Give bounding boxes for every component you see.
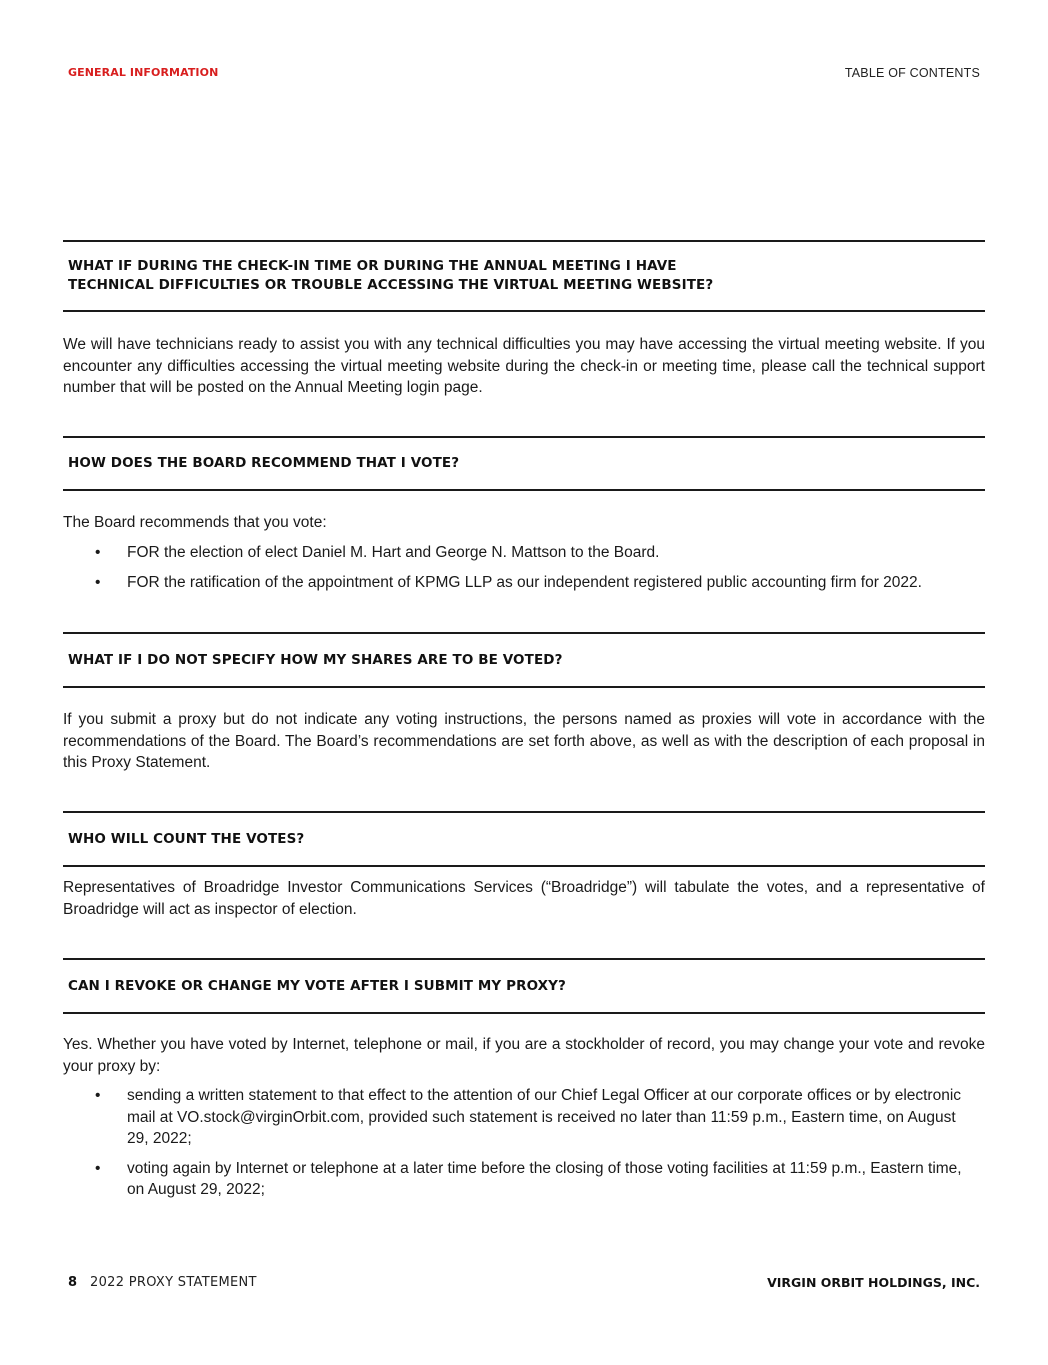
faq-unspecified-shares [63, 632, 985, 774]
list-item [63, 572, 985, 594]
list-item-text: FOR the ratification of the appointment of KPMG LLP as our independent registered public accounting firm for 2022. [127, 573, 922, 591]
page-number: 8 [68, 1275, 78, 1290]
table-of-contents-link[interactable]: TABLE OF CONTENTS [844, 66, 980, 80]
question-header [63, 632, 985, 688]
faq-revoke-vote [63, 958, 985, 1201]
bullet-icon: • [95, 573, 101, 591]
recommendation-list [63, 542, 985, 594]
answer-text: Representatives of Broadridge Investor Communications Services (“Broadridge”) will tabulate the votes, and a representative of Broadridge will act as inspector of election. [63, 879, 985, 918]
question-line-1: WHAT IF DURING THE CHECK-IN TIME OR DURING THE ANNUAL MEETING I HAVE [68, 258, 677, 274]
question-text [68, 257, 713, 295]
question-header [63, 811, 985, 867]
company-name: VIRGIN ORBIT HOLDINGS, INC. [767, 1275, 980, 1290]
faq-board-recommendation [63, 436, 985, 593]
question-text: HOW DOES THE BOARD RECOMMEND THAT I VOTE? [68, 455, 460, 471]
answer-text: The Board recommends that you vote: [63, 514, 327, 531]
faq-technical-difficulties [63, 240, 985, 399]
document-title: 2022 PROXY STATEMENT [90, 1275, 257, 1290]
question-text: WHO WILL COUNT THE VOTES? [68, 830, 305, 847]
question-header [63, 240, 985, 312]
answer-text: If you submit a proxy but do not indicate any voting instructions, the persons named as proxies will vote in accordance with the recommendations of the Board. The Board’s recommendations are set forth above, as well as with the description of each proposal in this Proxy Statement. [63, 711, 985, 771]
revoke-methods-list [63, 1085, 985, 1201]
list-item-text: voting again by Internet or telephone at a later time before the closing of those voting facilities at 11:59 p.m., Eastern time, on August 29, 2022; [127, 1159, 962, 1198]
answer-text: We will have technicians ready to assist you with any technical difficulties you may have accessing the virtual meeting website. If you encounter any difficulties accessing the virtual meeting website during the check-in or meeting time, please call the technical support number that will be posted on the Annual Meeting login page. [63, 336, 985, 396]
list-item-text: sending a written statement to that effect to the attention of our Chief Legal Officer at our corporate offices or by electronic mail at VO.stock@virginOrbit.com, provided such statement is received no later than 11:59 p.m., Eastern time, on August 29, 2022; [127, 1087, 962, 1147]
section-label: GENERAL INFORMATION [68, 66, 219, 79]
question-header [63, 436, 985, 491]
answer-text: Yes. Whether you have voted by Internet, telephone or mail, if you are a stockholder of record, you may change your vote and revoke your proxy by: [63, 1036, 985, 1075]
list-item [63, 1158, 985, 1201]
list-item-text: FOR the election of elect Daniel M. Hart and George N. Mattson to the Board. [127, 543, 660, 561]
faq-vote-count [63, 811, 985, 920]
list-item [63, 1085, 985, 1150]
question-line-2: TECHNICAL DIFFICULTIES OR TROUBLE ACCESSING THE VIRTUAL MEETING WEBSITE? [68, 277, 714, 293]
question-text: WHAT IF I DO NOT SPECIFY HOW MY SHARES ARE TO BE VOTED? [68, 651, 563, 668]
bullet-icon: • [95, 1087, 101, 1104]
question-header [63, 958, 985, 1014]
bullet-icon: • [95, 1159, 101, 1177]
question-text: CAN I REVOKE OR CHANGE MY VOTE AFTER I SUBMIT MY PROXY? [68, 977, 566, 994]
list-item [63, 542, 985, 564]
bullet-icon: • [95, 543, 101, 561]
